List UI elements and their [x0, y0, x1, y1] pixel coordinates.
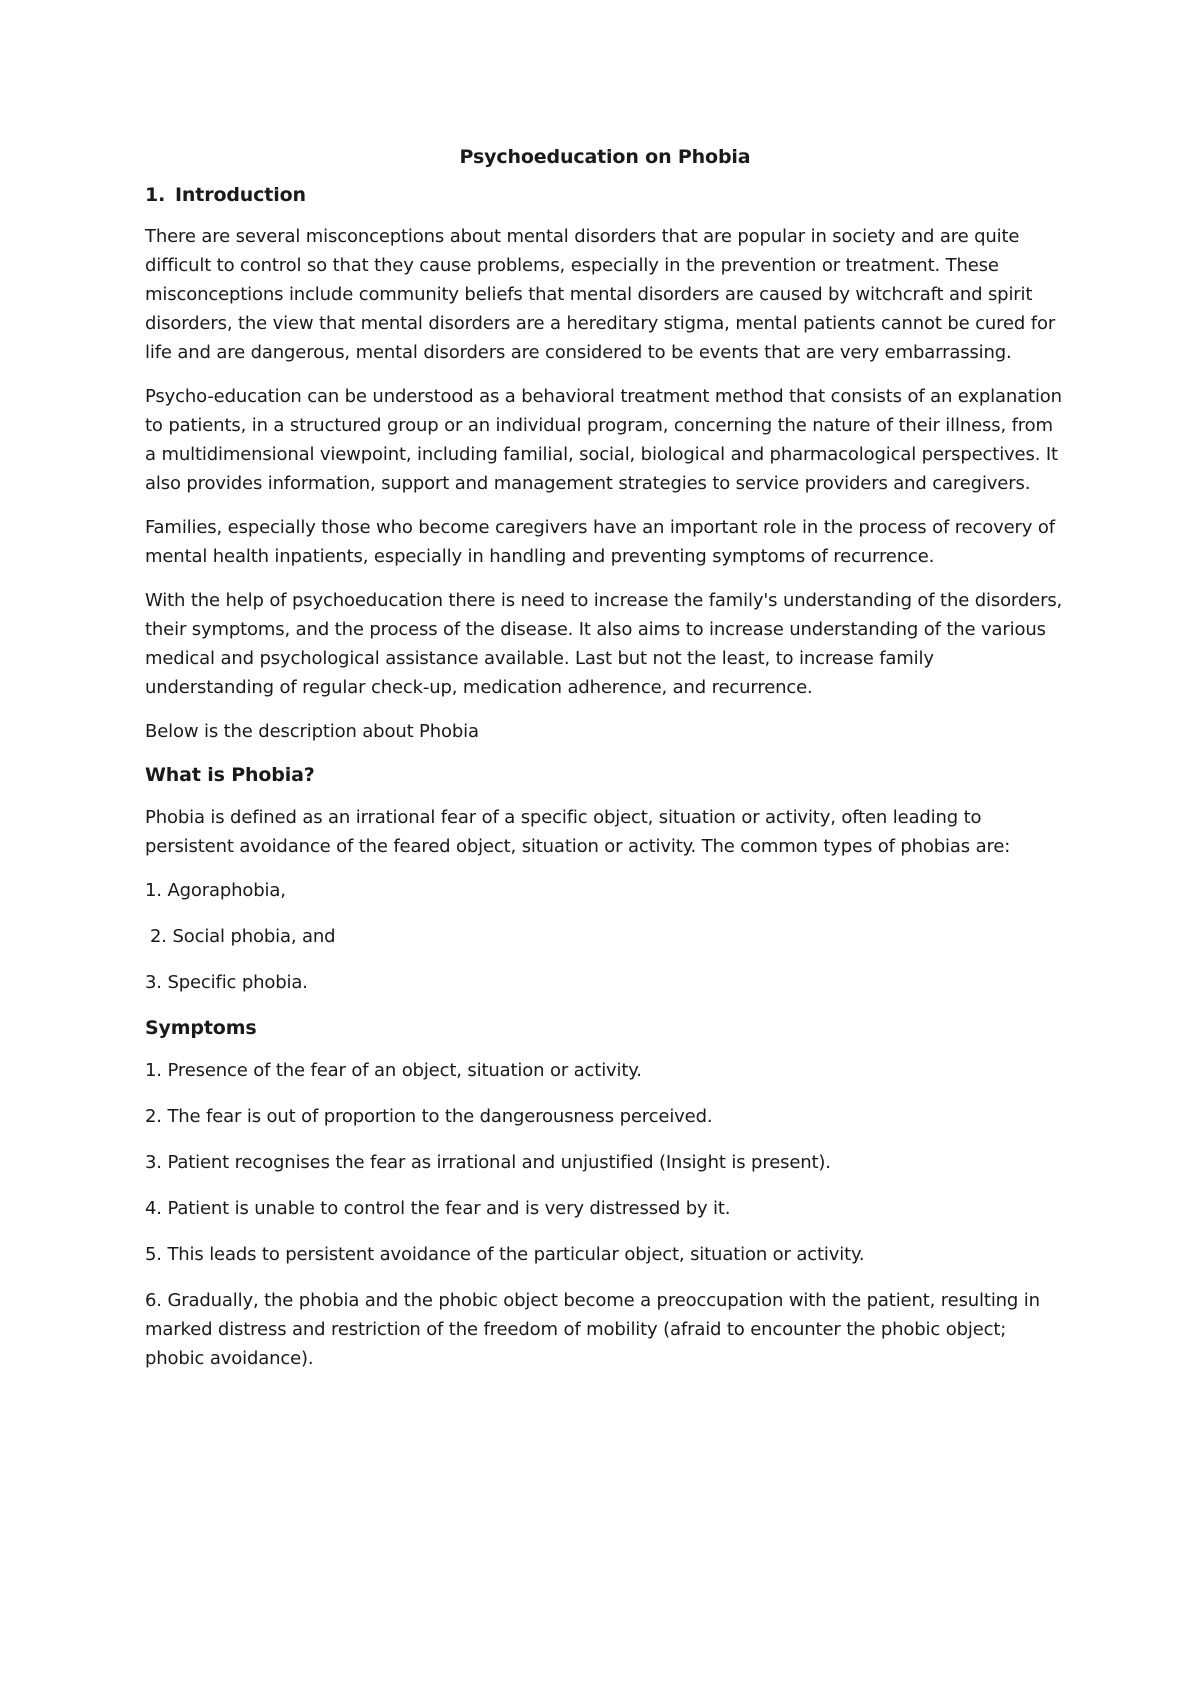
phobia-type-item: 2. Social phobia, and [150, 926, 336, 947]
intro-paragraph: There are several misconceptions about mental disorders that are popular in society and are quite difficult to control so that they cause problems, especially in the prevention or treatment. These misconceptions include community beliefs that mental disorders are caused by witchcraft and spirit disorders, the view that mental disorders are a hereditary stigma, mental patients cannot be cured for life and are dangerous, mental disorders are considered to be events that are very embarrassing. [145, 226, 1056, 363]
symptom-item: 6. Gradually, the phobia and the phobic object become a preoccupation with the patient, resulting in marked distress and restriction of the freedom of mobility (afraid to encounter the phobic object; phobic avoidance). [145, 1290, 1040, 1369]
symptom-item: 5. This leads to persistent avoidance of the particular object, situation or activity. [145, 1244, 865, 1265]
phobia-type-item: 3. Specific phobia. [145, 972, 308, 993]
symptom-item: 1. Presence of the fear of an object, situation or activity. [145, 1060, 642, 1081]
symptom-item: 2. The fear is out of proportion to the dangerousness perceived. [145, 1106, 713, 1127]
section-title: Introduction [175, 184, 306, 206]
section-heading-introduction [145, 182, 1065, 208]
what-is-phobia-heading: What is Phobia? [145, 764, 315, 786]
intro-paragraph: Families, especially those who become caregivers have an important role in the process of recovery of mental health inpatients, especially in handling and preventing symptoms of recurrence. [145, 517, 1055, 567]
symptoms-heading: Symptoms [145, 1017, 257, 1039]
intro-paragraph: Psycho-education can be understood as a behavioral treatment method that consists of an explanation to patients, in a structured group or an individual program, concerning the nature of their illness, from a multidimensional viewpoint, including familial, social, biological and pharmacological perspectives. It also provides information, support and management strategies to service providers and caregivers. [145, 386, 1062, 494]
document-page [145, 144, 1065, 1390]
intro-paragraph: With the help of psychoeducation there is need to increase the family's understanding of the disorders, their symptoms, and the process of the disease. It also aims to increase understanding of the various medical and psychological assistance available. Last but not the least, to increase family understanding of regular check-up, medication adherence, and recurrence. [145, 590, 1063, 698]
section-number: 1. [145, 184, 166, 206]
symptom-item: 4. Patient is unable to control the fear and is very distressed by it. [145, 1198, 731, 1219]
phobia-definition: Phobia is defined as an irrational fear of a specific object, situation or activity, often leading to persistent avoidance of the feared object, situation or activity. The common types of phobias are: [145, 807, 1011, 857]
symptom-item: 3. Patient recognises the fear as irrational and unjustified (Insight is present). [145, 1152, 831, 1173]
phobia-type-item: 1. Agoraphobia, [145, 880, 286, 901]
intro-paragraph: Below is the description about Phobia [145, 721, 479, 742]
document-title: Psychoeducation on Phobia [459, 146, 751, 168]
